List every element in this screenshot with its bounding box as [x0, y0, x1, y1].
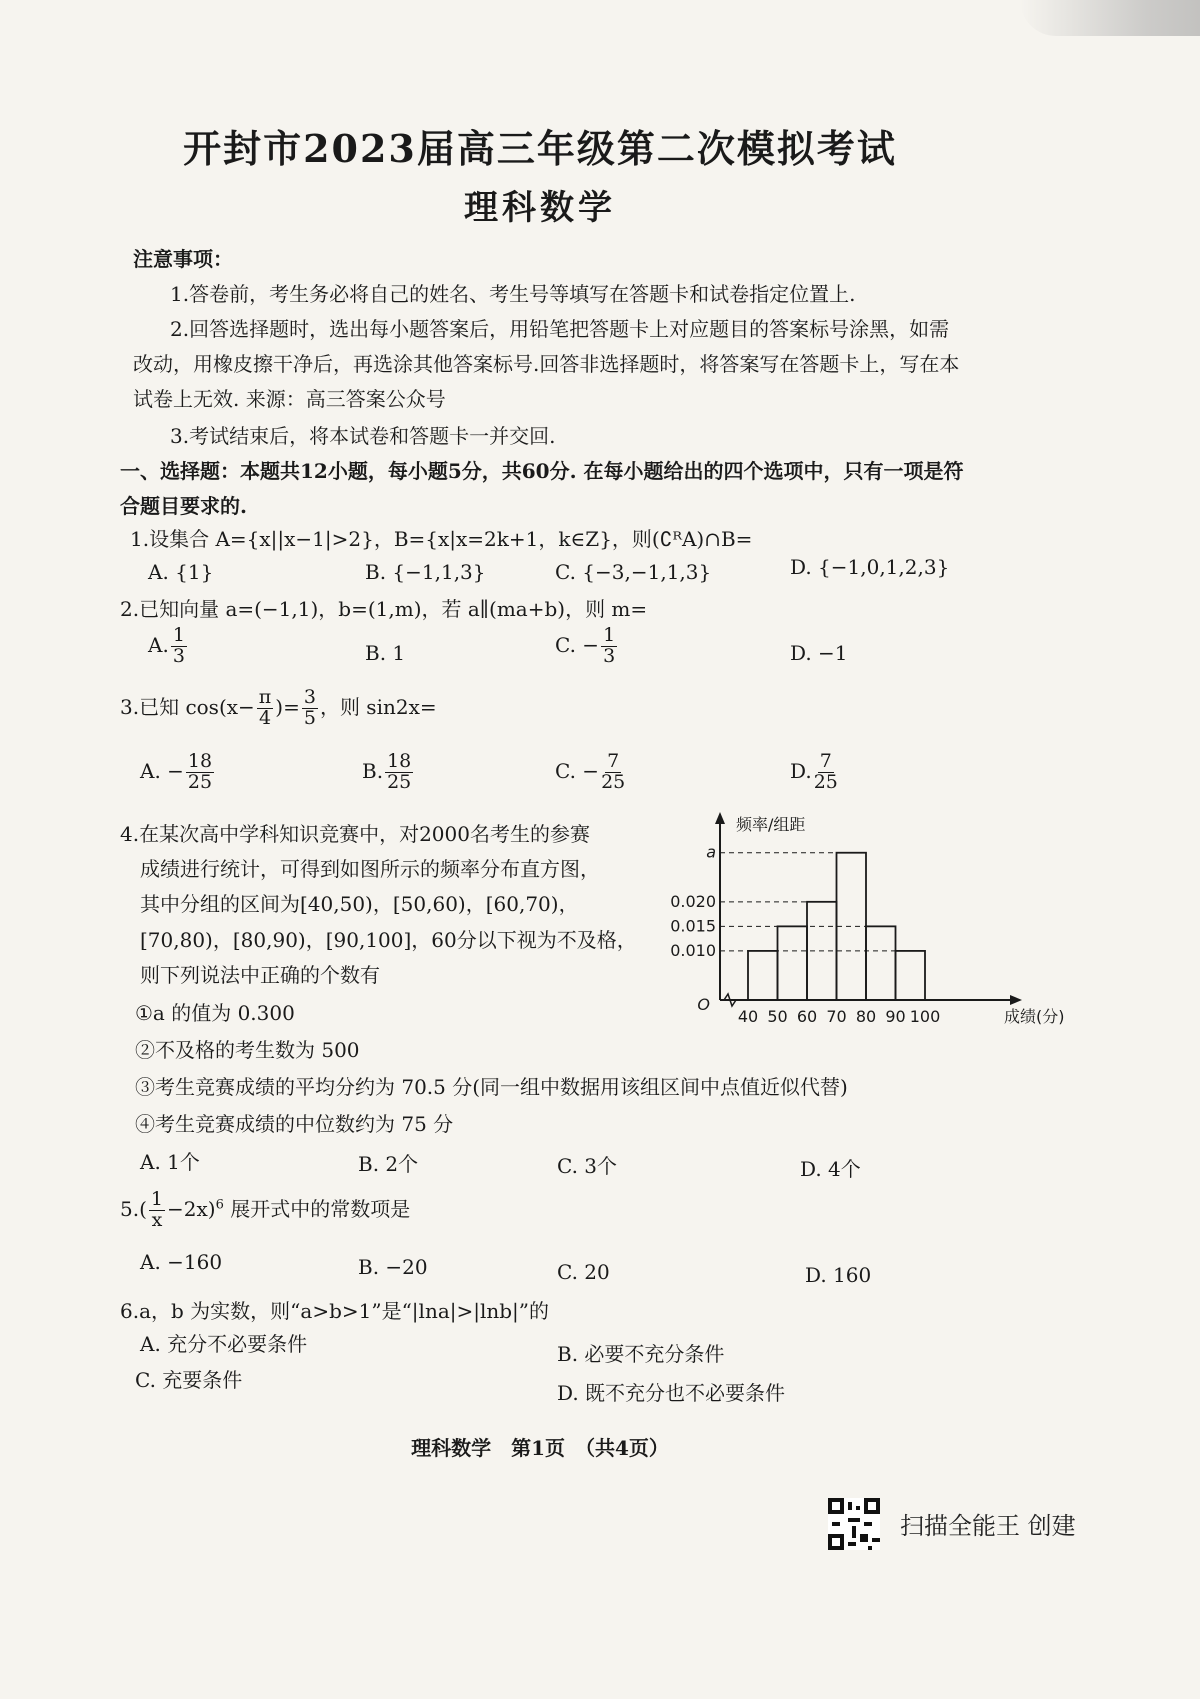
q3-a-num: 18 — [187, 750, 213, 772]
y-tick-label: a — [706, 842, 716, 862]
q2-option-c — [555, 626, 619, 667]
exam-title: 开封市2023届高三年级第二次模拟考试 — [183, 126, 897, 171]
exam-subject: 理科数学 — [464, 188, 616, 228]
q3-d-num: 7 — [819, 750, 832, 772]
x-tick-label: 60 — [796, 1007, 818, 1026]
q1-option-a: A. {1} — [148, 560, 214, 584]
frequency-histogram — [660, 810, 1065, 1035]
q4-option-c: C. 3个 — [557, 1154, 618, 1178]
q3-four: 4 — [259, 706, 272, 729]
q3-stem-pre: 3.已知 cos(x− — [120, 694, 255, 719]
scan-smudge — [1020, 0, 1200, 36]
q6-option-d: D. 既不充分也不必要条件 — [557, 1381, 786, 1405]
q6-option-a: A. 充分不必要条件 — [140, 1332, 308, 1356]
x-tick-label: 40 — [737, 1007, 759, 1026]
q3-option-d — [790, 752, 840, 793]
section-1-line-1: 一、选择题：本题共12小题，每小题5分，共60分. 在每小题给出的四个选项中，只有一项是符 — [120, 459, 964, 483]
q5-option-b: B. −20 — [358, 1255, 428, 1279]
q3-three: 3 — [303, 686, 316, 708]
q4-statement-2: ②不及格的考生数为 500 — [135, 1038, 360, 1062]
section-1-line-2: 合题目要求的. — [120, 494, 247, 518]
q4-line-1: 4.在某次高中学科知识竞赛中，对2000名考生的参赛 — [120, 822, 590, 846]
q6-stem: 6.a，b 为实数，则“a>b>1”是“|lna|>|lnb|”的 — [120, 1299, 550, 1323]
q5-option-d: D. 160 — [805, 1263, 872, 1287]
histogram-bar — [748, 951, 778, 1000]
q2-c-den: 3 — [603, 644, 616, 667]
q2-option-b: B. 1 — [365, 641, 406, 665]
q5-post: −2x) — [166, 1196, 216, 1221]
notice-item-2-line-1: 2.回答选择题时，选出每小题答案后，用铅笔把答题卡上对应题目的答案标号涂黑，如需 — [170, 317, 950, 341]
q3-c-num: 7 — [607, 750, 620, 772]
q2-a-label: A. — [148, 632, 169, 657]
page-footer: 理科数学 第1页 （共4页） — [411, 1436, 669, 1460]
x-tick-label: 90 — [885, 1007, 906, 1026]
q2-a-den: 3 — [172, 644, 185, 667]
q4-option-a: A. 1个 — [140, 1150, 200, 1174]
notice-heading: 注意事项： — [133, 247, 233, 271]
q2-a-num: 1 — [172, 624, 185, 646]
scanner-watermark: 扫描全能王 创建 — [900, 1512, 1076, 1540]
histogram-bar — [866, 926, 896, 1000]
q3-five: 5 — [303, 706, 316, 729]
q5-pre: 5.( — [120, 1196, 147, 1221]
q6-option-b: B. 必要不充分条件 — [557, 1342, 725, 1366]
q4-statement-3: ③考生竞赛成绩的平均分约为 70.5 分(同一组中数据用该组区间中点值近似代替) — [135, 1075, 848, 1099]
y-tick-label: 0.020 — [670, 891, 716, 911]
x-axis-label: 成绩(分) — [1004, 1007, 1065, 1026]
origin-label: O — [697, 995, 710, 1014]
q5-option-c: C. 20 — [557, 1260, 610, 1284]
q2-c-label: C. − — [555, 632, 600, 657]
q4-option-d: D. 4个 — [800, 1157, 861, 1181]
x-tick-label: 70 — [826, 1007, 847, 1026]
q5-tail: 展开式中的常数项是 — [223, 1196, 411, 1221]
q3-option-a — [140, 752, 216, 793]
q4-line-3: 其中分组的区间为[40,50)，[50,60)，[60,70)， — [140, 892, 579, 916]
x-tick-label: 100 — [909, 1007, 941, 1026]
notice-item-3: 3.考试结束后，将本试卷和答题卡一并交回. — [170, 424, 556, 448]
q3-a-label: A. − — [140, 758, 184, 783]
qr-code-icon — [828, 1498, 880, 1550]
q3-stem-post: ，则 sin2x= — [319, 694, 437, 719]
y-axis-label: 频率/组距 — [736, 815, 806, 834]
q3-option-c — [555, 752, 627, 793]
q3-b-label: B. — [362, 758, 384, 783]
histogram-bar — [896, 951, 926, 1000]
q3-c-den: 25 — [601, 770, 626, 793]
histogram-bar — [778, 926, 808, 1000]
notice-item-1: 1.答卷前，考生务必将自己的姓名、考生号等填写在答题卡和试卷指定位置上. — [170, 282, 856, 306]
q5-stem — [120, 1190, 410, 1231]
q2-c-num: 1 — [603, 624, 616, 646]
q4-option-b: B. 2个 — [358, 1152, 419, 1176]
q5-exponent: 6 — [215, 1197, 224, 1213]
y-tick-label: 0.010 — [670, 940, 716, 960]
q3-option-b — [362, 752, 415, 793]
q4-line-2: 成绩进行统计，可得到如图所示的频率分布直方图， — [140, 857, 600, 881]
x-tick-label: 50 — [767, 1007, 788, 1026]
q3-b-num: 18 — [387, 750, 412, 772]
q2-option-a — [148, 626, 189, 667]
x-tick-label: 80 — [855, 1007, 877, 1026]
q2-option-d: D. −1 — [790, 641, 848, 665]
q3-c-label: C. − — [555, 758, 600, 783]
q4-line-5: 则下列说法中正确的个数有 — [140, 963, 380, 987]
q5-option-a: A. −160 — [140, 1250, 223, 1274]
notice-item-2-line-3: 试卷上无效. 来源：高三答案公众号 — [133, 387, 446, 411]
q3-a-den: 25 — [187, 770, 213, 793]
x-axis-arrow — [1010, 995, 1022, 1005]
q4-line-4: [70,80)，[80,90)，[90,100]，60分以下视为不及格， — [140, 928, 637, 952]
q1-option-b: B. {−1,1,3} — [365, 560, 486, 584]
q3-stem — [120, 688, 437, 729]
q1-option-c: C. {−3,−1,1,3} — [555, 560, 712, 584]
q5-x: x — [151, 1208, 163, 1231]
q3-d-den: 25 — [813, 770, 838, 793]
q3-stem-mid: )= — [275, 694, 300, 719]
notice-item-2-line-2: 改动，用橡皮擦干净后，再选涂其他答案标号.回答非选择题时，将答案写在答题卡上，写在本 — [133, 352, 960, 376]
q2-stem: 2.已知向量 a=(−1,1)，b=(1,m)，若 a∥(ma+b)，则 m= — [120, 597, 648, 621]
q6-option-c: C. 充要条件 — [135, 1368, 243, 1392]
q1-stem: 1.设集合 A={x||x−1|>2}，B={x|x=2k+1，k∈Z}，则(∁ᴿA)∩B= — [130, 527, 753, 551]
q4-statement-1: ①a 的值为 0.300 — [135, 1001, 295, 1025]
q3-pi: π — [258, 686, 272, 708]
q3-b-den: 25 — [387, 770, 412, 793]
y-tick-label: 0.015 — [670, 916, 716, 936]
q4-statement-4: ④考生竞赛成绩的中位数约为 75 分 — [135, 1112, 454, 1136]
y-axis-arrow — [715, 812, 725, 824]
q1-option-d: D. {−1,0,1,2,3} — [790, 555, 950, 579]
q3-d-label: D. — [790, 758, 812, 783]
q5-one: 1 — [150, 1188, 163, 1210]
